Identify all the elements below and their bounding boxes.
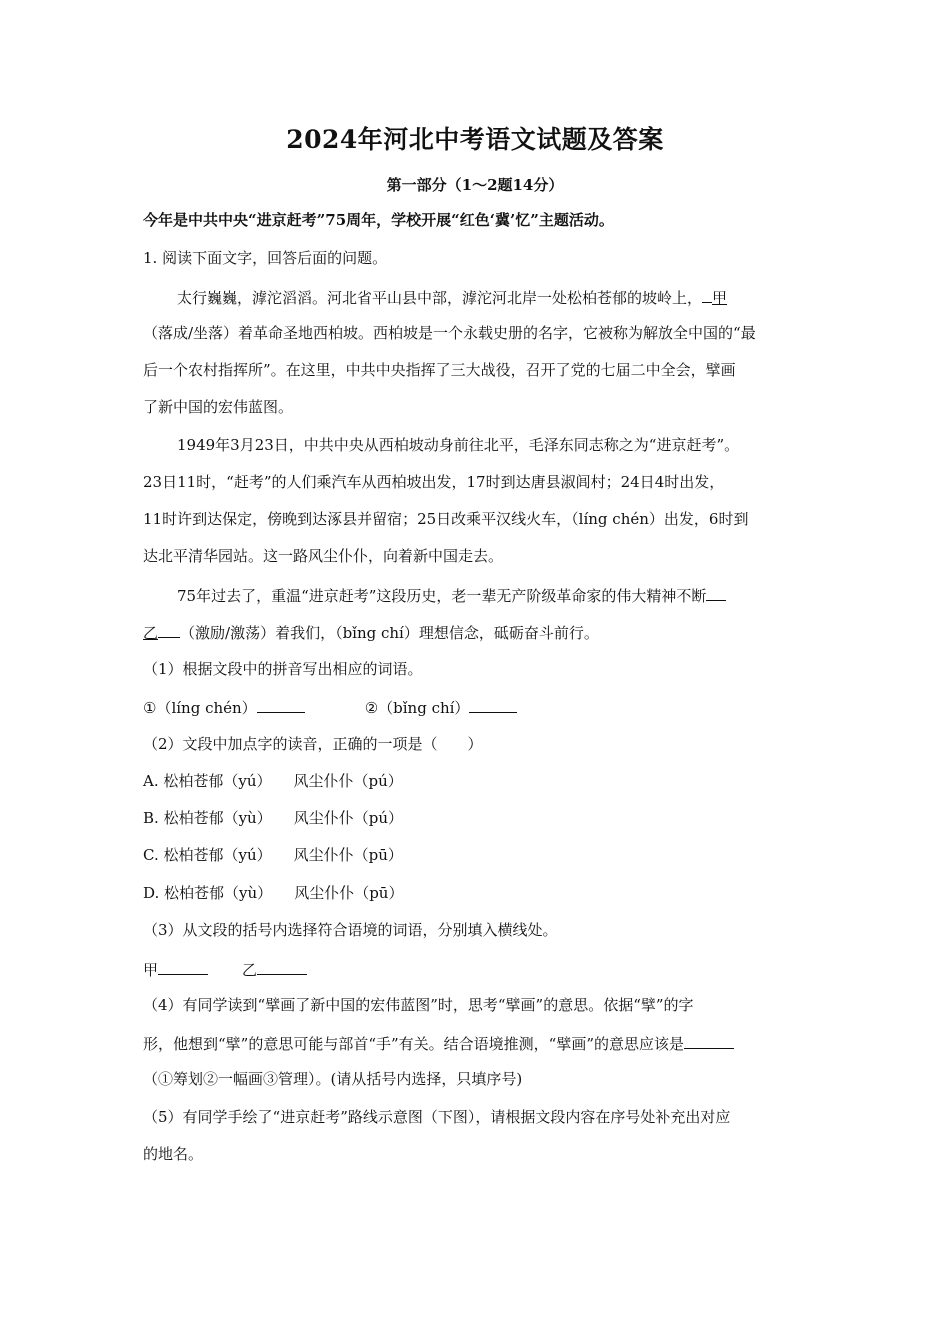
- subquestion-1-answers: [143, 694, 813, 720]
- question-1-prompt: 1. 阅读下面文字，回答后面的问题。: [143, 249, 388, 267]
- answer-blank-yi[interactable]: [257, 956, 307, 975]
- passage-p3-line1: [177, 582, 813, 608]
- option-c[interactable]: [143, 843, 813, 867]
- page-title: 2024年河北中考语文试题及答案: [286, 125, 664, 154]
- passage-p2-line3: 11时许到达保定，傍晚到达涿县并留宿；25日改乘平汉线火车，（líng chén）出发，6时到: [143, 510, 749, 528]
- option-text-b: 风尘仆仆（pū）: [293, 846, 403, 864]
- subquestion-2: （2）文段中加点字的读音，正确的一项是（ ）: [143, 735, 483, 753]
- passage-text: 75年过去了，重温“进京赶考”这段历史，老一辈无产阶级革命家的伟大精神不断: [177, 587, 707, 605]
- answer-label-2: ②（bǐng chí）: [364, 699, 470, 717]
- passage-text: （激励/激荡）着我们，（bǐng chí）理想信念，砥砺奋斗前行。: [180, 624, 599, 642]
- subquestion-4-line3: （①筹划②一幅画③管理）。(请从括号内选择，只填序号): [143, 1070, 523, 1088]
- passage-p2-line1: 1949年3月23日，中共中央从西柏坡动身前往北平，毛泽东同志称之为“进京赶考”。: [177, 436, 740, 454]
- passage-p1-line4: 了新中国的宏伟蓝图。: [143, 398, 294, 416]
- subquestion-5-line2: 的地名。: [143, 1145, 204, 1163]
- option-b[interactable]: [143, 806, 813, 830]
- passage-p2-line4: 达北平清华园站。这一路风尘仆仆，向着新中国走去。: [143, 547, 504, 565]
- fill-blank-yi-end: [158, 619, 180, 638]
- passage-p1-line2: （落成/坐落）着革命圣地西柏坡。西柏坡是一个永载史册的名字，它被称为解放全中国的“最: [143, 324, 756, 342]
- question-text: 形，他想到“擘”的意思可能与部首“手”有关。结合语境推测，“擘画”的意思应该是: [143, 1035, 685, 1053]
- option-text-b: 风尘仆仆（pū）: [294, 884, 404, 902]
- option-letter: B.: [143, 809, 159, 827]
- answer-blank-4[interactable]: [684, 1030, 734, 1049]
- subquestion-1: （1）根据文段中的拼音写出相应的词语。: [143, 660, 423, 678]
- subquestion-3: （3）从文段的括号内选择符合语境的词语，分别填入横线处。: [143, 921, 558, 939]
- blank-label-yi: 乙: [143, 624, 159, 642]
- option-text-a: 松柏苍郁（yú）: [163, 772, 272, 790]
- option-text-b: 风尘仆仆（pú）: [293, 772, 403, 790]
- answer-blank-1[interactable]: [257, 694, 305, 713]
- option-text-a: 松柏苍郁（yù）: [164, 884, 273, 902]
- fill-blank-jia: [702, 284, 712, 303]
- option-letter: C.: [143, 846, 159, 864]
- subquestion-4-line2: [143, 1030, 813, 1056]
- passage-p1-line1: [177, 284, 813, 310]
- option-letter: A.: [143, 772, 159, 790]
- fill-blank-yi-start: [706, 582, 726, 601]
- passage-p1-line3: 后一个农村指挥所”。在这里，中共中央指挥了三大战役，召开了党的七届二中全会，擘画: [143, 361, 736, 379]
- option-letter: D.: [143, 884, 160, 902]
- passage-p3-line2: [143, 619, 813, 645]
- answer-label-jia: 甲: [143, 961, 159, 979]
- answer-blank-jia[interactable]: [158, 956, 208, 975]
- passage-text: 太行巍巍，滹沱滔滔。河北省平山县中部，滹沱河北岸一处松柏苍郁的坡岭上，: [177, 289, 703, 307]
- option-text-a: 松柏苍郁（yú）: [163, 846, 272, 864]
- answer-blank-2[interactable]: [469, 694, 517, 713]
- answer-label-yi: 乙: [242, 961, 258, 979]
- passage-p2-line2: 23日11时，“赶考”的人们乘汽车从西柏坡出发，17时到达唐县淑闾村；24日4时出发，: [143, 473, 725, 491]
- subquestion-3-answers: [143, 956, 813, 982]
- section-heading: 第一部分（1～2题14分）: [386, 176, 564, 194]
- option-d[interactable]: [143, 881, 813, 905]
- answer-label-1: ①（líng chén）: [143, 699, 257, 717]
- option-text-a: 松柏苍郁（yù）: [163, 809, 272, 827]
- blank-label-jia: 甲: [712, 289, 728, 307]
- subquestion-5-line1: （5）有同学手绘了“进京赶考”路线示意图（下图），请根据文段内容在序号处补充出对应: [143, 1108, 731, 1126]
- intro-text: 今年是中共中央“进京赶考”75周年，学校开展“红色‘冀’忆”主题活动。: [143, 211, 614, 229]
- subquestion-4-line1: （4）有同学读到“擘画了新中国的宏伟蓝图”时，思考“擘画”的意思。依据“擘”的字: [143, 996, 694, 1014]
- option-a[interactable]: [143, 769, 813, 793]
- option-text-b: 风尘仆仆（pú）: [293, 809, 403, 827]
